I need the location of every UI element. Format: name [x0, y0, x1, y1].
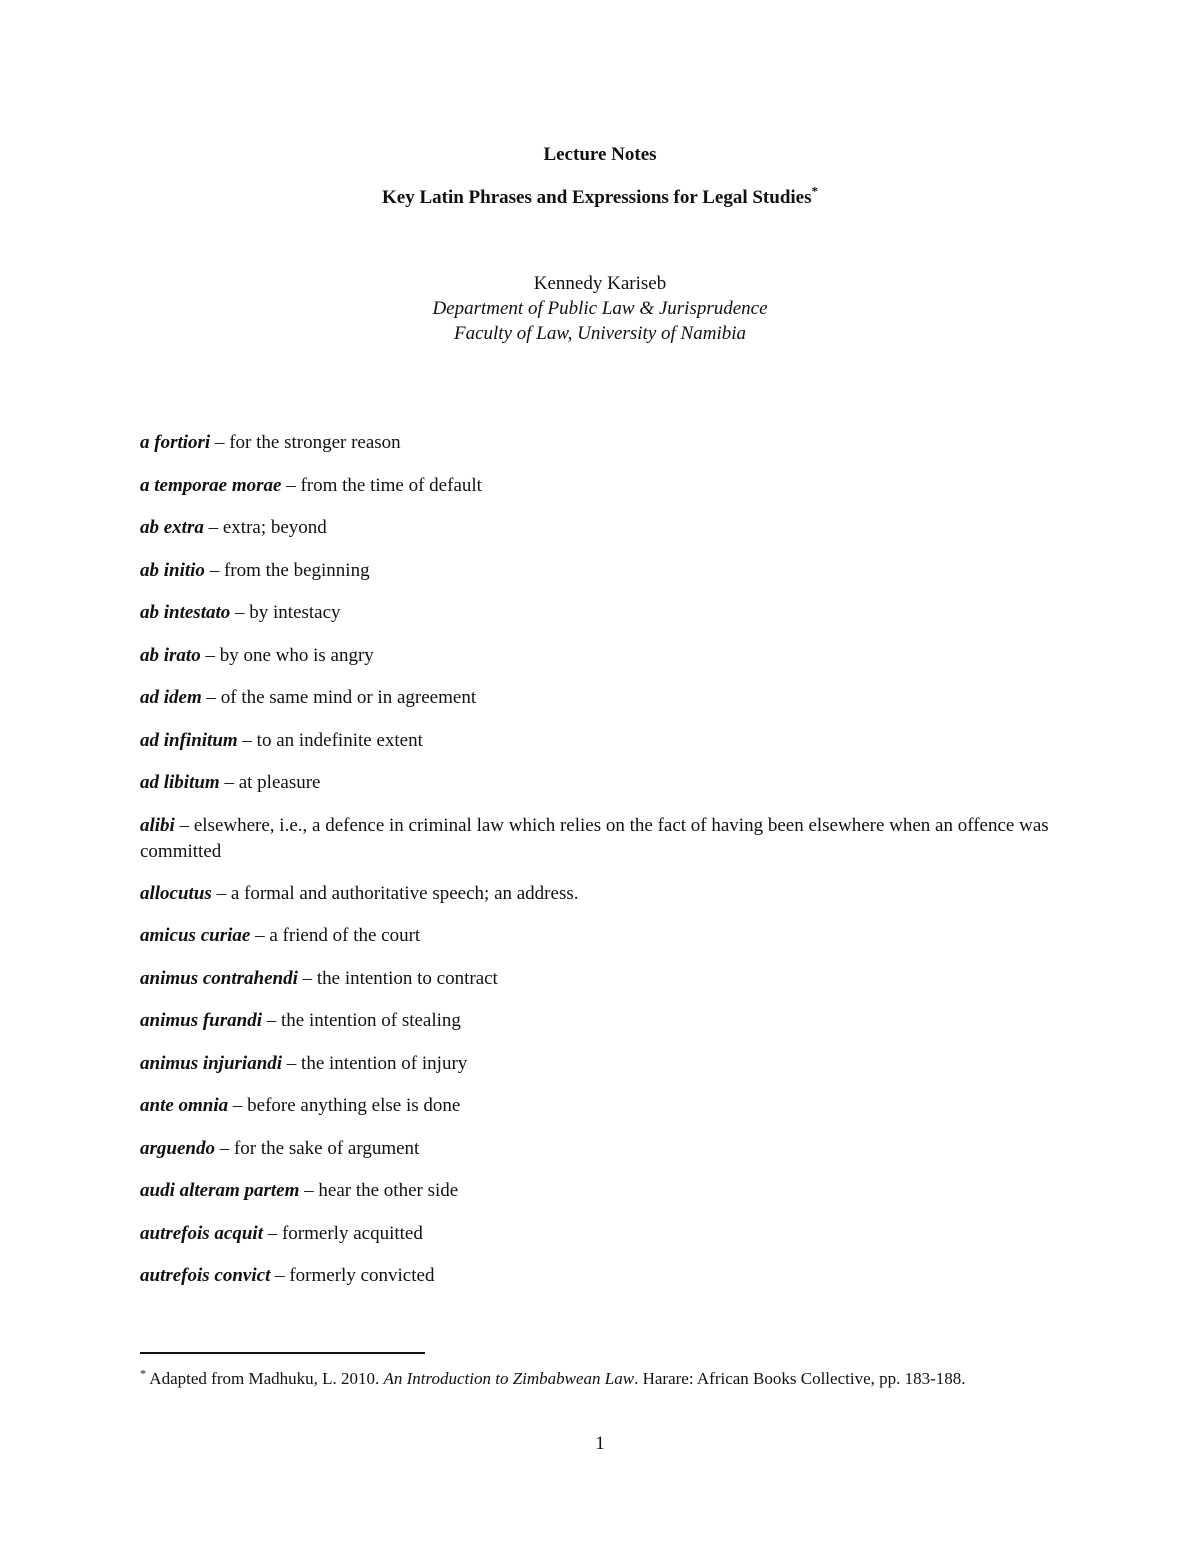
definition: – of the same mind or in agreement [201, 687, 477, 708]
latin-term: arguendo [140, 1137, 215, 1159]
definition: – formerly acquitted [262, 1222, 423, 1244]
glossary-entry [140, 430, 1060, 456]
latin-term: ad infinitum [140, 729, 238, 751]
latin-term: ab initio [140, 559, 205, 581]
page-number: 1 [595, 1433, 605, 1454]
glossary-entry [140, 813, 1060, 865]
glossary-entry [140, 643, 1060, 669]
definition: – hear the other side [299, 1180, 459, 1201]
subtitle-text: Key Latin Phrases and Expressions for Legal Studies [382, 187, 812, 208]
footnote-mark: * [140, 1366, 146, 1381]
definition: – for the stronger reason [210, 432, 401, 453]
latin-term: animus furandi [140, 1010, 262, 1031]
latin-term: alibi [140, 814, 175, 836]
definition: – by one who is angry [200, 644, 374, 666]
latin-term: allocutus [140, 882, 212, 904]
latin-term: a temporae morae [140, 474, 282, 496]
definition: – the intention of injury [282, 1052, 468, 1074]
latin-term: audi alteram partem [140, 1180, 300, 1201]
glossary-entry [140, 923, 1060, 949]
definition: – to an indefinite extent [237, 729, 423, 751]
glossary-entry [140, 966, 1060, 992]
definition: – extra; beyond [203, 517, 327, 538]
latin-term: ab extra [140, 517, 204, 538]
footnote [140, 1367, 1060, 1391]
latin-term: animus contrahendi [140, 967, 298, 989]
definition: – at pleasure [219, 772, 321, 793]
glossary-entry [140, 1221, 1060, 1247]
glossary-entry [140, 1263, 1060, 1289]
latin-term: ab irato [140, 644, 201, 666]
glossary-entry [140, 1008, 1060, 1034]
definition: – elsewhere, i.e., a defence in criminal law which relies on the fact of having been elsewhere when an offence was committed [140, 814, 1049, 862]
latin-term: a fortiori [140, 432, 211, 453]
glossary-entry [140, 1178, 1060, 1204]
definition: – the intention of stealing [261, 1010, 461, 1031]
footnote-divider [140, 1352, 425, 1354]
definition: – the intention to contract [297, 967, 498, 989]
glossary-list [140, 430, 1060, 1306]
glossary-entry [140, 473, 1060, 499]
footnote-book-title: An Introduction to Zimbabwean Law [383, 1369, 635, 1388]
footnote-text-before: Adapted from Madhuku, L. 2010. [146, 1369, 384, 1388]
glossary-entry [140, 881, 1060, 907]
author-name: Kennedy Kariseb [533, 273, 667, 294]
footnote-reference-mark: * [811, 183, 818, 199]
glossary-entry [140, 685, 1060, 711]
definition: – a formal and authoritative speech; an address. [211, 882, 579, 904]
author-department: Department of Public Law & Jurisprudence [432, 298, 768, 319]
author-faculty: Faculty of Law, University of Namibia [453, 323, 746, 344]
footnote-text-after: . Harare: African Books Collective, pp. 183-188. [634, 1369, 966, 1388]
definition: – formerly convicted [270, 1265, 435, 1286]
definition: – a friend of the court [250, 925, 421, 946]
latin-term: ab intestato [140, 602, 231, 623]
glossary-entry [140, 1051, 1060, 1077]
definition: – by intestacy [230, 602, 341, 623]
latin-term: ante omnia [140, 1095, 229, 1116]
glossary-entry [140, 558, 1060, 584]
document-title: Lecture Notes [543, 144, 657, 165]
glossary-entry [140, 770, 1060, 796]
glossary-entry [140, 1136, 1060, 1162]
glossary-entry [140, 728, 1060, 754]
document-subtitle [0, 183, 1200, 210]
latin-term: ad idem [140, 687, 202, 708]
latin-term: autrefois convict [140, 1265, 271, 1286]
glossary-entry [140, 600, 1060, 626]
latin-term: animus injuriandi [140, 1052, 283, 1074]
definition: – for the sake of argument [214, 1137, 420, 1159]
definition: – before anything else is done [228, 1095, 461, 1116]
definition: – from the beginning [204, 559, 370, 581]
author-block [0, 271, 1200, 346]
definition: – from the time of default [281, 474, 482, 496]
glossary-entry [140, 515, 1060, 541]
latin-term: autrefois acquit [140, 1222, 263, 1244]
latin-term: ad libitum [140, 772, 220, 793]
glossary-entry [140, 1093, 1060, 1119]
latin-term: amicus curiae [140, 925, 251, 946]
